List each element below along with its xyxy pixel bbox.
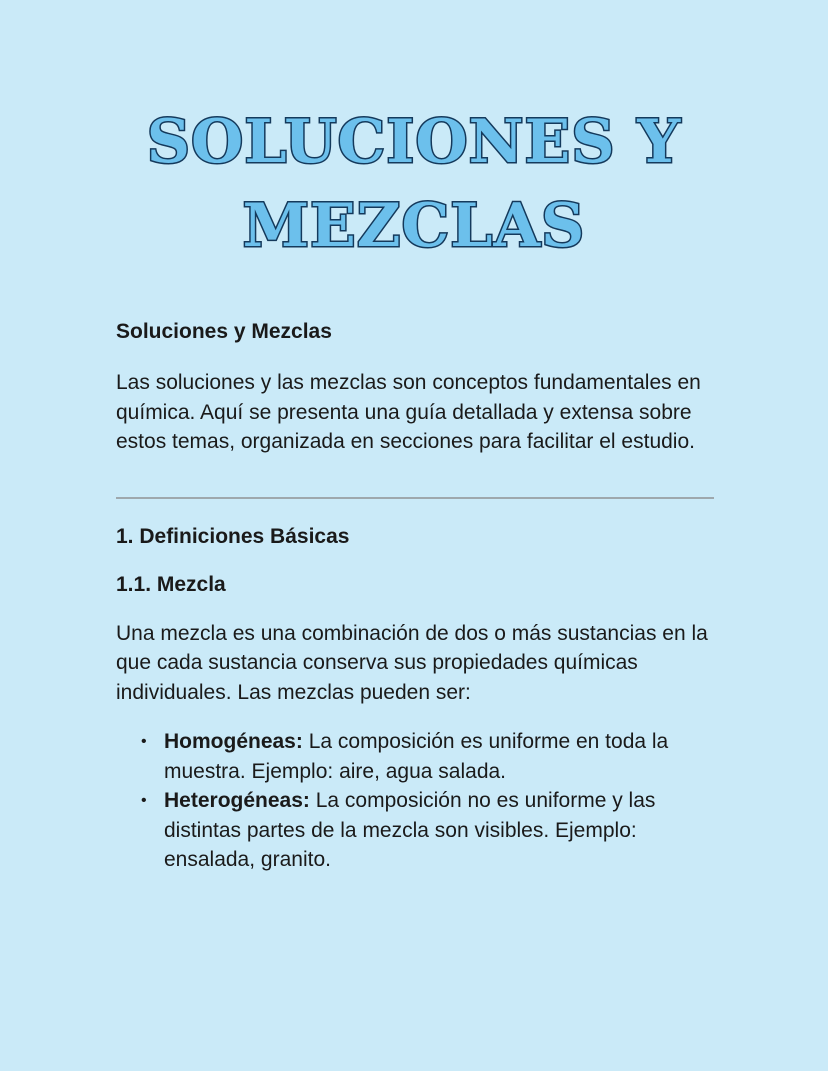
title-line-1: SOLUCIONES Y [146,107,682,177]
document-title [0,100,828,268]
list-item-text: La composición es uniforme en toda la muestra. Ejemplo: aire, agua salada. [164,730,669,783]
list-item [116,727,716,786]
intro-paragraph: Las soluciones y las mezclas son conceptos fundamentales en química. Aquí se presenta una guía detallada y extensa sobre estos temas, organizada en secciones para facilitar el estudio. [116,371,701,453]
document-body [116,318,716,875]
section-heading-definiciones: 1. Definiciones Básicas [116,524,350,548]
subsection-heading-mezcla: 1.1. Mezcla [116,572,226,596]
bullet-icon: • [141,792,147,809]
intro-heading: Soluciones y Mezclas [116,320,332,343]
list-item-text: La composición no es uniforme y las distintas partes de la mezcla son visibles. Ejemplo: ensalada, granito. [164,789,656,871]
mixture-types-list [116,727,716,875]
mezcla-definition-paragraph: Una mezcla es una combinación de dos o más sustancias en la que cada sustancia conserva sus propiedades químicas individuales. Las mezclas pueden ser: [116,621,708,704]
list-item-term: Heterogéneas: [164,789,310,812]
section-divider [116,497,714,499]
title-line-2: MEZCLAS [242,191,586,261]
bullet-icon: • [141,733,147,750]
list-item [116,786,716,875]
list-item-term: Homogéneas: [164,730,303,753]
